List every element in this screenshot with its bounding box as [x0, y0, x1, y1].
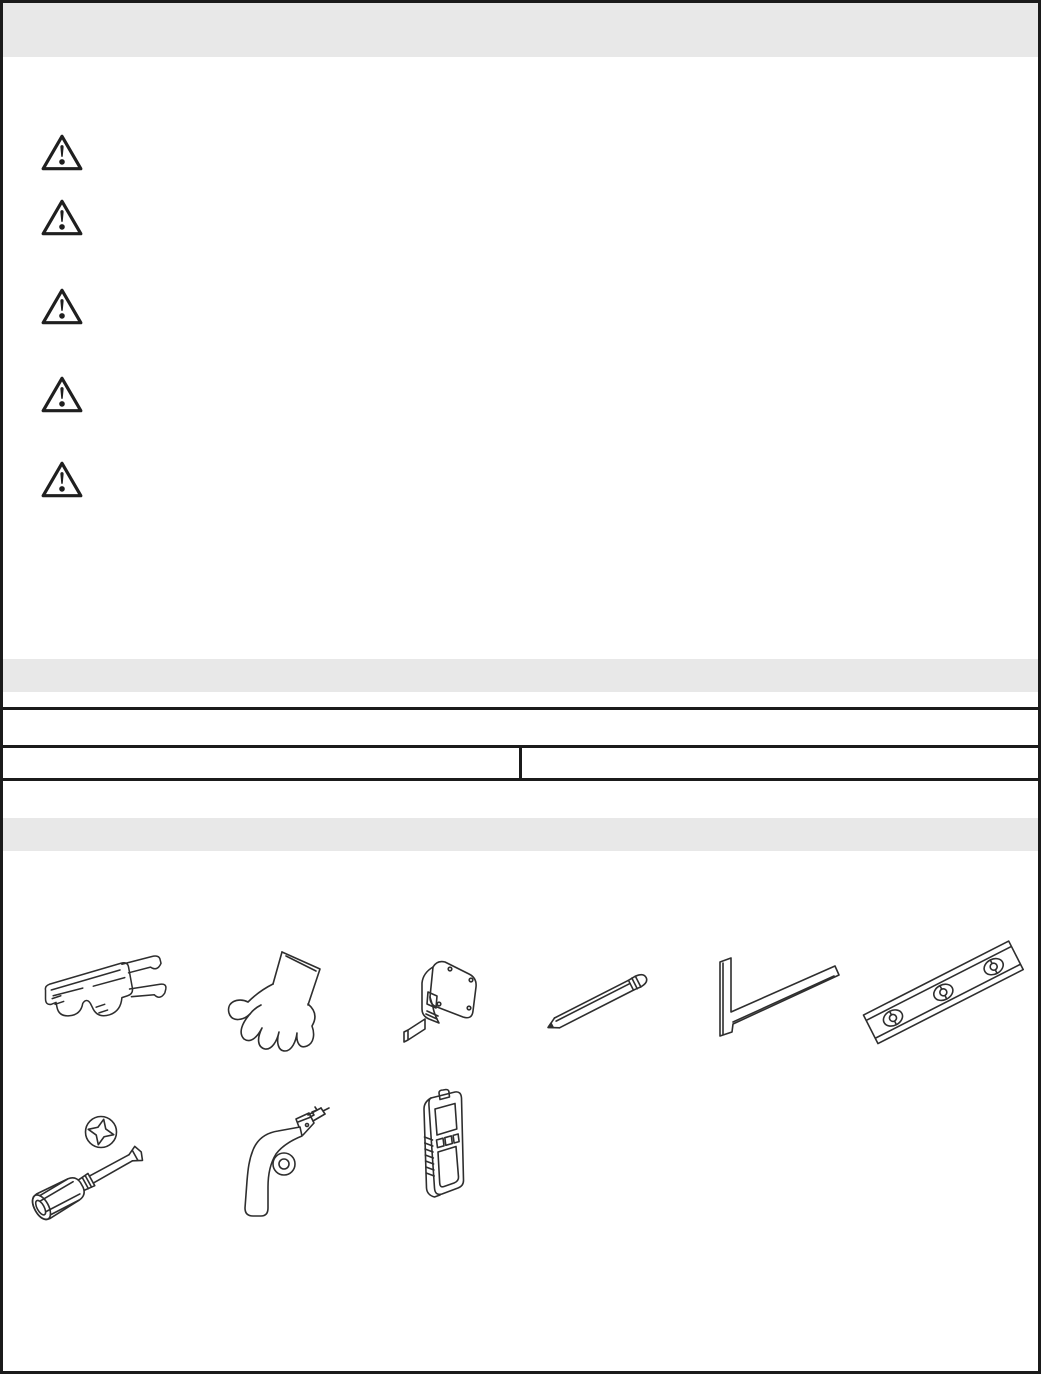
- table-row: [3, 710, 1038, 745]
- table-cell-right: [522, 748, 1038, 778]
- power-drill-icon: [218, 1105, 332, 1231]
- pencil-icon: [538, 963, 658, 1041]
- header-band: [3, 3, 1038, 57]
- spirit-level-icon: [855, 932, 1030, 1055]
- stud-finder-icon: [410, 1085, 470, 1221]
- work-glove-icon: [207, 943, 340, 1060]
- table-border-bottom: [3, 778, 1038, 781]
- warning-triangle-icon: [40, 375, 84, 414]
- warning-triangle-icon: [40, 133, 84, 172]
- carpenter-square-icon: [708, 948, 845, 1046]
- section-band-1: [3, 659, 1038, 692]
- phillips-screwdriver-icon: [25, 1110, 158, 1231]
- section-band-2: [3, 818, 1038, 851]
- warning-triangle-icon: [40, 460, 84, 499]
- warning-triangle-icon: [40, 287, 84, 326]
- safety-glasses-icon: [25, 948, 172, 1053]
- warning-triangle-icon: [40, 198, 84, 237]
- tape-measure-icon: [403, 952, 488, 1053]
- table-cell-left: [3, 748, 519, 778]
